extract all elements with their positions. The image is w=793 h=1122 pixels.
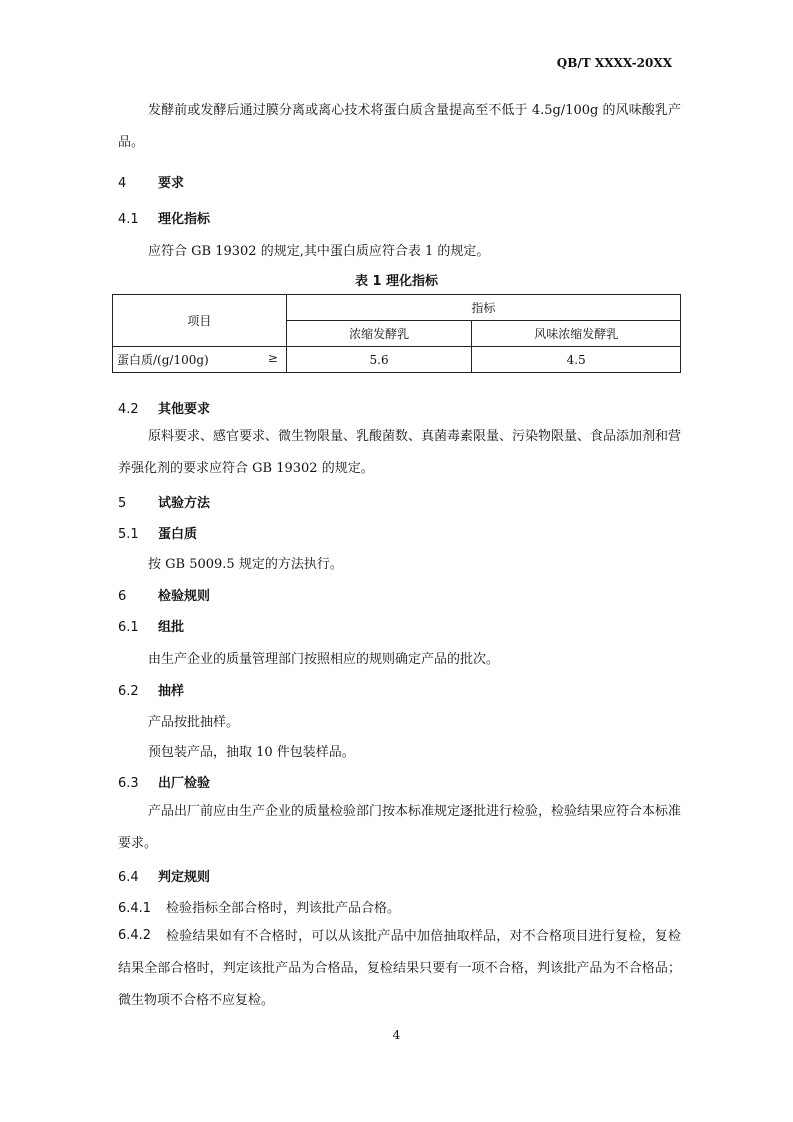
section-6-4-2-text: 检验结果如有不合格时，可以从该批产品中加倍抽取样品，对不合格项目进行复检，复检结果全部合格时，判定该批产品为合格品，复检结果只要有一项不合格，判该批产品为不合格品；微生物项不合格不应复检。 [118, 929, 681, 1008]
physicochemical-table [112, 294, 681, 373]
section-number: 6.4 [118, 870, 139, 885]
section-number: 6.2 [118, 684, 139, 699]
section-title: 蛋白质 [158, 527, 198, 542]
header-flavored-concentrated-fermented-milk: 风味浓缩发酵乳 [472, 321, 681, 347]
section-6-4-1-row [118, 897, 400, 916]
section-6-3-heading [118, 772, 210, 791]
section-title: 判定规则 [158, 870, 211, 885]
section-5-1-heading [118, 523, 197, 542]
page-number: 4 [392, 1028, 401, 1042]
section-4-2-text: 原料要求、感官要求、微生物限量、乳酸菌数、真菌毒素限量、污染物限量、食品添加剂和营养强化剂的要求应符合 GB 19302 的规定。 [118, 429, 682, 476]
section-6-2-text-1: 产品按批抽样。 [148, 715, 240, 730]
section-6-4-1-text: 检验指标全部合格时，判该批产品合格。 [166, 901, 401, 916]
section-number: 5.1 [118, 527, 139, 542]
intro-paragraph: 发酵前或发酵后通过膜分离或离心技术将蛋白质含量提高至不低于 4.5g/100g 的风味酸乳产品。 [118, 103, 681, 150]
section-title: 理化指标 [158, 212, 211, 227]
section-4-2-heading [118, 398, 210, 417]
table-caption: 表 1 理化指标 [354, 274, 439, 289]
row-protein-label [113, 347, 287, 373]
section-6-1-heading [118, 616, 184, 635]
section-number: 6.1 [118, 620, 139, 635]
section-number: 4 [118, 176, 127, 191]
section-6-2-heading [118, 680, 184, 699]
section-6-4-heading [118, 866, 210, 885]
header-item: 项目 [113, 295, 287, 347]
section-number: 6.3 [118, 776, 139, 791]
section-number: 4.2 [118, 402, 139, 417]
section-5-heading [118, 492, 210, 511]
section-title: 检验规则 [158, 589, 211, 604]
section-title: 要求 [158, 176, 185, 191]
document-code: QB/T XXXX-20XX [556, 56, 672, 70]
section-5-1-text: 按 GB 5009.5 规定的方法执行。 [148, 557, 343, 572]
section-title: 其他要求 [158, 402, 211, 417]
section-6-1-text: 由生产企业的质量管理部门按照相应的规则确定产品的批次。 [148, 652, 500, 667]
section-4-heading [118, 172, 184, 191]
section-4-1-heading [118, 208, 210, 227]
section-number: 5 [118, 496, 127, 511]
section-6-3-text: 产品出厂前应由生产企业的质量检验部门按本标准规定逐批进行检验，检验结果应符合本标准要求。 [118, 804, 682, 851]
section-title: 抽样 [158, 684, 185, 699]
section-title: 组批 [158, 620, 185, 635]
section-number: 6 [118, 589, 127, 604]
row-protein-name: 蛋白质/(g/100g) [117, 353, 209, 367]
section-number: 4.1 [118, 212, 139, 227]
section-4-1-text: 应符合 GB 19302 的规定,其中蛋白质应符合表 1 的规定。 [148, 244, 490, 259]
header-concentrated-fermented-milk: 浓缩发酵乳 [286, 321, 472, 347]
section-6-2-text-2: 预包装产品，抽取 10 件包装样品。 [148, 745, 355, 760]
section-number: 6.4.1 [118, 901, 152, 916]
section-title: 出厂检验 [158, 776, 211, 791]
row-protein-value-b: 4.5 [472, 347, 681, 373]
header-index: 指标 [286, 295, 680, 321]
section-6-heading [118, 585, 210, 604]
section-title: 试验方法 [158, 496, 211, 511]
gte-symbol: ≥ [267, 351, 278, 365]
row-protein-value-a: 5.6 [286, 347, 472, 373]
section-number: 6.4.2 [118, 928, 152, 943]
